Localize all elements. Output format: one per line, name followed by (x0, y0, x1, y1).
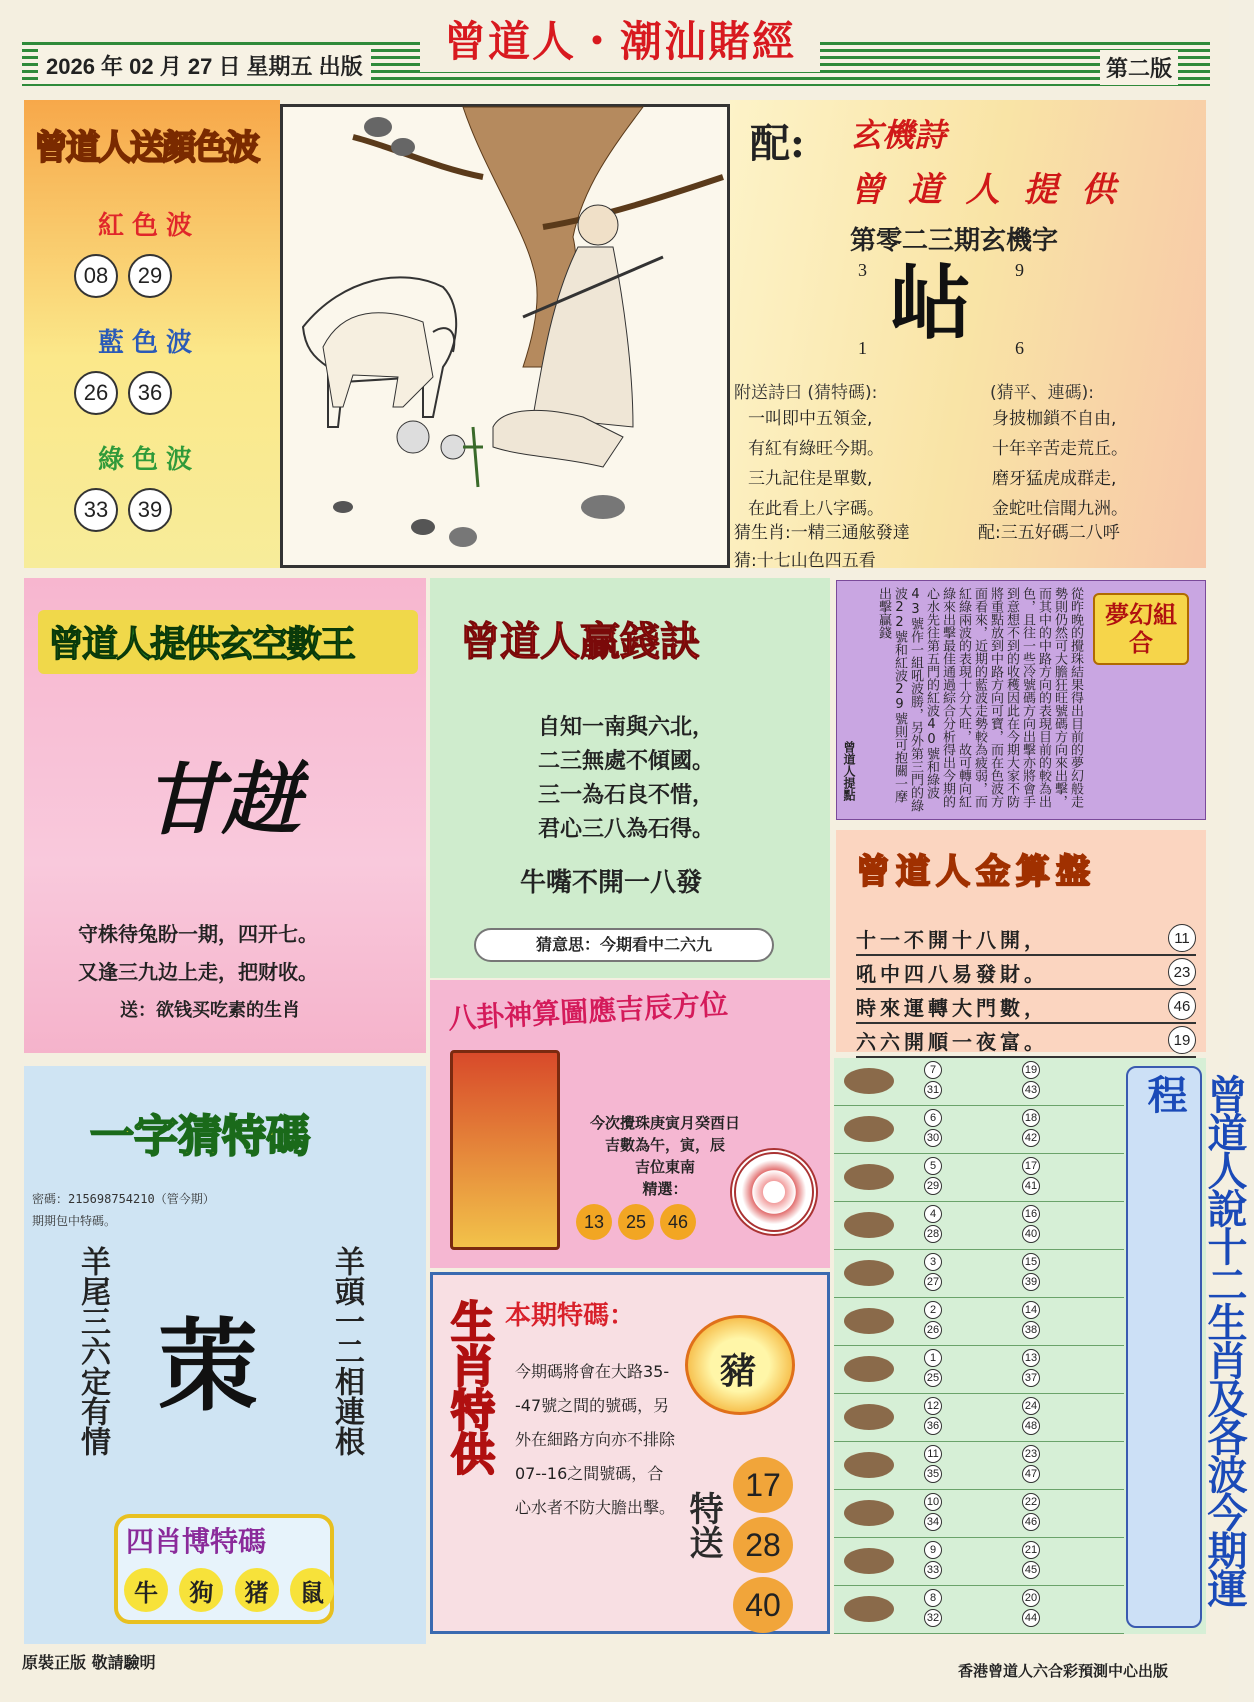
color-wave-panel (24, 100, 280, 568)
poem-line: 在此看上八字碼。 (748, 499, 884, 519)
abacus-text: 時來運轉大門數， (856, 995, 1048, 1020)
footer-right: 香港曾道人六合彩預測中心出版 (958, 1662, 1169, 1680)
zodiac-animal-icon (844, 1548, 894, 1574)
warrior-illustration (450, 1050, 560, 1250)
zodiac-row (834, 1106, 1124, 1154)
zodiac-number: 38 (1022, 1321, 1040, 1339)
zodiac-number: 35 (924, 1465, 942, 1483)
number-ball: 26 (74, 371, 118, 415)
zodiac-number: 36 (924, 1417, 942, 1435)
win-hint-box (474, 928, 774, 962)
zodiac-number: 41 (1022, 1177, 1040, 1195)
abacus-number: 19 (1168, 1026, 1196, 1054)
zodiac-animal-icon (844, 1356, 894, 1382)
win-title: 曾道人贏錢訣 (460, 619, 700, 665)
issue-label: 第零二三期玄機字 (850, 226, 1059, 256)
zodiac-row (834, 1154, 1124, 1202)
poem-line: 三九記住是單數, (748, 469, 873, 489)
zodiac-side-title: 生肖特供 (443, 1299, 494, 1475)
onechar-right-text: 羊頭一二相連根 (329, 1246, 364, 1456)
zodiac-number: 20 (1022, 1589, 1040, 1607)
zodiac-animal-icon (844, 1500, 894, 1526)
zodiac-number: 43 (1022, 1081, 1040, 1099)
abacus-text: 六六開順一夜富。 (856, 1029, 1048, 1054)
kongshu-note: 送：欲钱买吃素的生肖 (120, 1000, 300, 1021)
zodiac-ball: 鼠 (290, 1568, 334, 1612)
abacus-panel (836, 830, 1206, 1052)
zodiac-number: 2 (924, 1301, 942, 1319)
dream-signature: 曾道人提點 (842, 741, 856, 801)
zodiac-animal-icon (844, 1404, 894, 1430)
zodiac-number: 12 (924, 1397, 942, 1415)
zodiac-number: 31 (924, 1081, 942, 1099)
zodiac-number: 44 (1022, 1609, 1040, 1627)
zodiac-number: 8 (924, 1589, 942, 1607)
bagua-number-ball: 13 (576, 1204, 612, 1240)
provider-title: 曾 道 人 提 供 (850, 170, 1122, 210)
poem-line: 有紅有綠旺今期。 (748, 439, 884, 459)
win-extra: 牛嘴不開一八發 (520, 868, 703, 898)
poem-right-head: (猜平、連碼): (990, 383, 1094, 403)
zodiac-row (834, 1202, 1124, 1250)
poem-right-lines (992, 404, 1128, 524)
zodiac-special-panel (430, 1272, 830, 1634)
abacus-text: 十一不開十八開， (856, 927, 1048, 952)
onechar-panel (24, 1066, 426, 1644)
bagua-line: 吉數為午，寅，辰 (604, 1136, 725, 1154)
abacus-title: 曾道人金算盤 (856, 852, 1096, 892)
zodiac-animal-icon (844, 1164, 894, 1190)
wave-label: 紅色波 (98, 211, 201, 241)
zodiac-number: 25 (924, 1369, 942, 1387)
zodiac-number: 10 (924, 1493, 942, 1511)
twelve-title: 曾道人說十二生肖及各波今期運程 (1141, 1074, 1247, 1606)
win-hint-text: 今期看中二六九 (600, 935, 713, 954)
zodiac-number: 29 (924, 1177, 942, 1195)
zodiac-number: 15 (1022, 1253, 1040, 1271)
guess-pair: 配:三五好碼二八呼 (978, 523, 1120, 543)
number-ball: 36 (128, 371, 172, 415)
zodiac-number: 11 (924, 1445, 942, 1463)
onechar-title: 一字猜特碼 (90, 1111, 310, 1162)
bagua-line: 精選： (642, 1180, 688, 1198)
zodiac-row (834, 1490, 1124, 1538)
win-hint-label: 猜意思： (535, 935, 600, 954)
zodiac-animal-icon (844, 1260, 894, 1286)
zodiac-number: 26 (924, 1321, 942, 1339)
tesong-label: 特送 (683, 1491, 723, 1559)
poem-line: 磨牙猛虎成群走, (992, 469, 1117, 489)
wave-label: 綠色波 (98, 445, 201, 475)
footer-left: 原裝正版 敬請驗明 (22, 1653, 156, 1672)
bagua-line: 今次攪珠庚寅月癸酉日 (589, 1114, 740, 1132)
zodiac-number: 9 (924, 1541, 942, 1559)
zodiac-number: 1 (924, 1349, 942, 1367)
zodiac-number: 16 (1022, 1205, 1040, 1223)
special-number: 28 (733, 1517, 793, 1573)
zodiac-number: 18 (1022, 1109, 1040, 1127)
zodiac-animal-icon (844, 1212, 894, 1238)
zodiac-number: 30 (924, 1129, 942, 1147)
zodiac-row (834, 1586, 1124, 1634)
zodiac-number: 19 (1022, 1061, 1040, 1079)
kongshu-line-1: 守株待兔盼一期，四开七。 (78, 922, 318, 946)
zodiac-number: 3 (924, 1253, 942, 1271)
number-ball: 39 (128, 488, 172, 532)
zodiac-animal-icon (844, 1116, 894, 1142)
zodiac-number: 6 (924, 1109, 942, 1127)
abacus-number: 23 (1168, 958, 1196, 986)
bagua-number-ball: 46 (660, 1204, 696, 1240)
zodiac-number: 24 (1022, 1397, 1040, 1415)
abacus-row (856, 922, 1196, 956)
pig-character: 豬 (720, 1350, 757, 1392)
guess-extra: 猜:十七山色四五看 (734, 551, 876, 571)
edition-label: 第二版 (1100, 50, 1178, 85)
xuanji-title: 玄機詩 (850, 116, 947, 154)
zodiac-number: 47 (1022, 1465, 1040, 1483)
zodiac-number: 33 (924, 1561, 942, 1579)
zodiac-number: 40 (1022, 1225, 1040, 1243)
zodiac-row (834, 1298, 1124, 1346)
zodiac-row (834, 1394, 1124, 1442)
color-wave-groups (74, 205, 274, 556)
bagua-panel (430, 980, 830, 1268)
special-number: 17 (733, 1457, 793, 1513)
zodiac-number: 21 (1022, 1541, 1040, 1559)
abacus-number: 46 (1168, 992, 1196, 1020)
zodiac-ball: 猪 (235, 1568, 279, 1612)
zodiac-box-title: 本期特碼： (505, 1301, 636, 1331)
zodiac-number: 46 (1022, 1513, 1040, 1531)
corner-num-tl: 3 (858, 260, 867, 280)
wave-numbers (74, 254, 274, 298)
zodiac-animal-icon (844, 1452, 894, 1478)
masthead-title: 曾道人・潮汕賭經 (420, 12, 820, 72)
zodiac-row (834, 1538, 1124, 1586)
zodiac-row (834, 1250, 1124, 1298)
zodiac-ball: 狗 (179, 1568, 223, 1612)
win-line: 君心三八為石得。 (538, 816, 715, 842)
zodiac-number: 4 (924, 1205, 942, 1223)
kongshu-line-2: 又逢三九边上走，把财收。 (78, 960, 318, 984)
zodiac-number: 42 (1022, 1129, 1040, 1147)
abacus-text: 吼中四八易發財。 (856, 961, 1048, 986)
zodiac-rows (834, 1058, 1124, 1634)
abacus-number: 11 (1168, 924, 1196, 952)
corner-num-tr: 9 (1015, 260, 1024, 280)
win-line: 二三無處不傾國。 (538, 748, 715, 774)
corner-num-bl: 1 (858, 338, 867, 358)
zodiac-numbers (733, 1457, 803, 1637)
dream-text: 從昨晚的攪珠結果得出目前的夢幻般走勢則仍然可大膽狂旺號碼方向來出擊，而其中的中路方向的表現目前的較為出色，且往一些冷號碼方向出擊亦將會手到意想不到的收穫因此在今期大家不防將重點放到中路方向可寶，而在色波方面看來，近期的藍波走勢較為疲弱，而紅綠兩波的表現十分大旺，故可轉向紅綠來出擊最佳通過綜合分析得出今期的心水先往第五門的紅波40號和綠波43號作一組吼波勝，另外第三門的綠波22號和紅波29號則可抱關一摩出擊贏錢 (876, 587, 1083, 812)
zodiac-number: 48 (1022, 1417, 1040, 1435)
onechar-character: 茦 (158, 1307, 258, 1425)
zodiac-animal-icon (844, 1308, 894, 1334)
guess-zodiac: 猜生肖:一精三通舷發達 (734, 523, 910, 543)
win-line: 三一為石良不惜， (538, 782, 715, 808)
zodiac-row (834, 1442, 1124, 1490)
zodiac-number: 32 (924, 1609, 942, 1627)
win-line: 自知一南與六北， (538, 714, 715, 740)
zodiac-number: 27 (924, 1273, 942, 1291)
bagua-number-ball: 25 (618, 1204, 654, 1240)
zodiac-number: 17 (1022, 1157, 1040, 1175)
corner-num-br: 6 (1015, 338, 1024, 358)
zodiac-number: 22 (1022, 1493, 1040, 1511)
zodiac-number: 5 (924, 1157, 942, 1175)
number-ball: 33 (74, 488, 118, 532)
abacus-row (856, 1024, 1196, 1058)
bagua-compass (730, 1148, 818, 1236)
color-wave-title: 曾道人送顏色波 (34, 128, 258, 168)
zodiac-body: 今期碼將會在大路35--47號之間的號碼，另外在細路方向亦不排除07--16之間號碼，合心水者不防大膽出擊。 (515, 1362, 676, 1517)
special-number: 40 (733, 1577, 793, 1633)
abacus-rows (856, 922, 1196, 1058)
win-lines (538, 710, 714, 846)
issue-date: 2026 年 02 月 27 日 星期五 出版 (38, 48, 371, 83)
onechar-code2: 期期包中特碼。 (32, 1214, 117, 1228)
zodiac-ball: 牛 (124, 1568, 168, 1612)
poem-line: 金蛇吐信聞九洲。 (992, 499, 1128, 519)
poem-left-head: 附送詩曰 (猜特碼): (734, 383, 878, 403)
bagua-line: 吉位東南 (634, 1158, 695, 1176)
zodiac-number: 23 (1022, 1445, 1040, 1463)
xuanji-character: 岾 (890, 256, 970, 350)
onechar-left-text: 羊尾三六定有情 (75, 1246, 110, 1456)
zodiac-row (834, 1346, 1124, 1394)
four-zodiac-title: 四肖博特碼 (126, 1525, 267, 1558)
four-zodiac-list (124, 1568, 334, 1612)
zodiac-number: 39 (1022, 1273, 1040, 1291)
number-ball: 08 (74, 254, 118, 298)
poem-panel (730, 100, 1206, 571)
illustration-frame (280, 104, 730, 568)
sage-goat-illustration (283, 107, 727, 565)
kongshu-panel (24, 578, 426, 1053)
poem-line: 身披枷鎖不自由, (992, 409, 1117, 429)
poem-line: 十年辛苦走荒丘。 (992, 439, 1128, 459)
abacus-row (856, 956, 1196, 990)
twelve-zodiac-panel (834, 1058, 1247, 1634)
dream-title: 夢幻組合 (1105, 601, 1177, 657)
zodiac-number: 37 (1022, 1369, 1040, 1387)
win-panel (430, 578, 830, 978)
dream-panel (836, 580, 1206, 820)
wave-label: 藍色波 (98, 328, 201, 358)
poem-line: 一叫即中五領金, (748, 409, 873, 429)
zodiac-number: 28 (924, 1225, 942, 1243)
zodiac-animal-icon (844, 1596, 894, 1622)
zodiac-animal-icon (844, 1068, 894, 1094)
zodiac-number: 34 (924, 1513, 942, 1531)
zodiac-row (834, 1058, 1124, 1106)
number-ball: 29 (128, 254, 172, 298)
zodiac-number: 14 (1022, 1301, 1040, 1319)
wave-numbers (74, 371, 274, 415)
poem-left-lines (748, 404, 884, 524)
abacus-row (856, 990, 1196, 1024)
bagua-title: 八卦神算圖應吉辰方位 (447, 987, 729, 1036)
zodiac-number: 7 (924, 1061, 942, 1079)
kongshu-glyph: 甘𧻓 (144, 756, 301, 846)
zodiac-number: 45 (1022, 1561, 1040, 1579)
wave-numbers (74, 488, 274, 532)
pei-label: 配: (750, 120, 805, 167)
kongshu-title: 曾道人提供玄空數王 (48, 624, 355, 665)
onechar-code: 密碼：215698754210（管今期） (32, 1192, 215, 1206)
zodiac-number: 13 (1022, 1349, 1040, 1367)
